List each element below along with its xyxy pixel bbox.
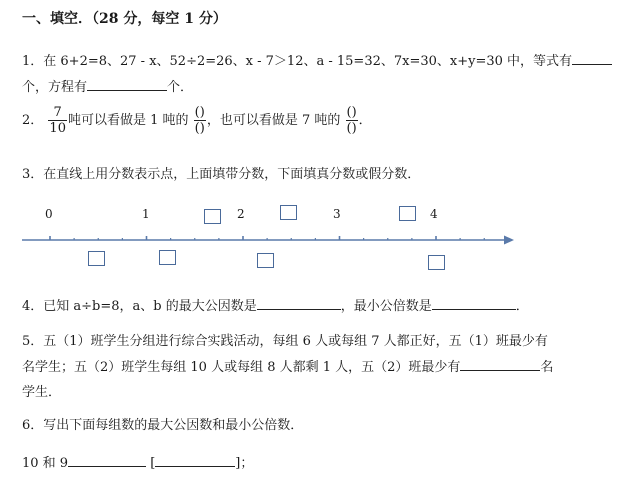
- answer-blank[interactable]: [460, 356, 540, 371]
- answer-blank[interactable]: [432, 295, 516, 310]
- fraction-denominator: 10: [49, 121, 66, 136]
- question-6-text: 6．写出下面每组数的最大公因数和最小公倍数．: [22, 418, 304, 433]
- question-1-text: 1．在 6+2=8、27 - x、52÷2=26、x - 7＞12、a - 15=32、7x=30、x+y=30 中，等式有: [22, 54, 573, 69]
- number-line-arrow: [504, 236, 514, 245]
- bracket-close: ]；: [235, 456, 254, 471]
- answer-box-below[interactable]: [88, 251, 105, 266]
- question-5-text-2: 名学生；五（2）班学生每组 10 人或每组 8 人都剩 1 人，五（2）班最少有: [22, 360, 461, 375]
- answer-box-above[interactable]: [204, 209, 221, 224]
- question-5-line-1: 5．五（1）班学生分组进行综合实践活动，每组 6 人或每组 7 人都正好，五（1）班最少有: [22, 334, 548, 349]
- question-2-text-1: 吨可以看做是 1 吨的: [67, 113, 189, 128]
- question-2-text-2: ，也可以看做是 7 吨的: [206, 113, 341, 128]
- question-1-text-3: 个．: [167, 80, 194, 95]
- question-1-text-2: 个，方程有: [22, 80, 88, 95]
- fraction-numerator: 7: [53, 105, 62, 120]
- question-3-text: 3．在直线上用分数表示点，上面填带分数，下面填真分数或假分数．: [22, 167, 421, 182]
- question-2-end: ．: [358, 113, 372, 128]
- number-line-label-0: 0: [45, 207, 53, 221]
- fraction-blank-numerator: (): [194, 105, 205, 120]
- question-5-text-3: 名: [540, 360, 554, 375]
- answer-box-below[interactable]: [159, 250, 176, 265]
- number-line-label-2: 2: [237, 207, 245, 221]
- answer-box-above[interactable]: [399, 206, 416, 221]
- answer-blank-lcm[interactable]: [155, 452, 235, 467]
- answer-box-below[interactable]: [428, 255, 445, 270]
- number-line-label-4: 4: [430, 207, 438, 221]
- question-6-item-1: [22, 452, 253, 471]
- fraction-blank-denominator: (): [346, 121, 357, 136]
- answer-blank-gcd[interactable]: [68, 452, 146, 467]
- question-4-text-1: 4．已知 a÷b=8，a、b 的最大公因数是: [22, 299, 257, 314]
- answer-box-below[interactable]: [257, 253, 274, 268]
- fraction-blank-numerator: (): [346, 105, 357, 120]
- question-4-end: ．: [515, 299, 529, 314]
- section-title: 一、填空．（28 分，每空 1 分）: [22, 11, 227, 27]
- number-line-label-1: 1: [142, 207, 150, 221]
- question-2-number: 2．: [22, 113, 44, 128]
- question-5-line-3: 学生．: [22, 385, 62, 400]
- fraction-blank-denominator: (): [194, 121, 205, 136]
- question-5-line-2: [22, 356, 553, 375]
- answer-box-above[interactable]: [280, 205, 297, 220]
- answer-blank[interactable]: [257, 295, 341, 310]
- item-label: 10 和 9: [22, 456, 69, 471]
- number-line-label-3: 3: [333, 207, 341, 221]
- question-4-text-2: ，最小公倍数是: [340, 299, 432, 314]
- question-4: [22, 295, 529, 314]
- bracket-open: [: [150, 456, 156, 471]
